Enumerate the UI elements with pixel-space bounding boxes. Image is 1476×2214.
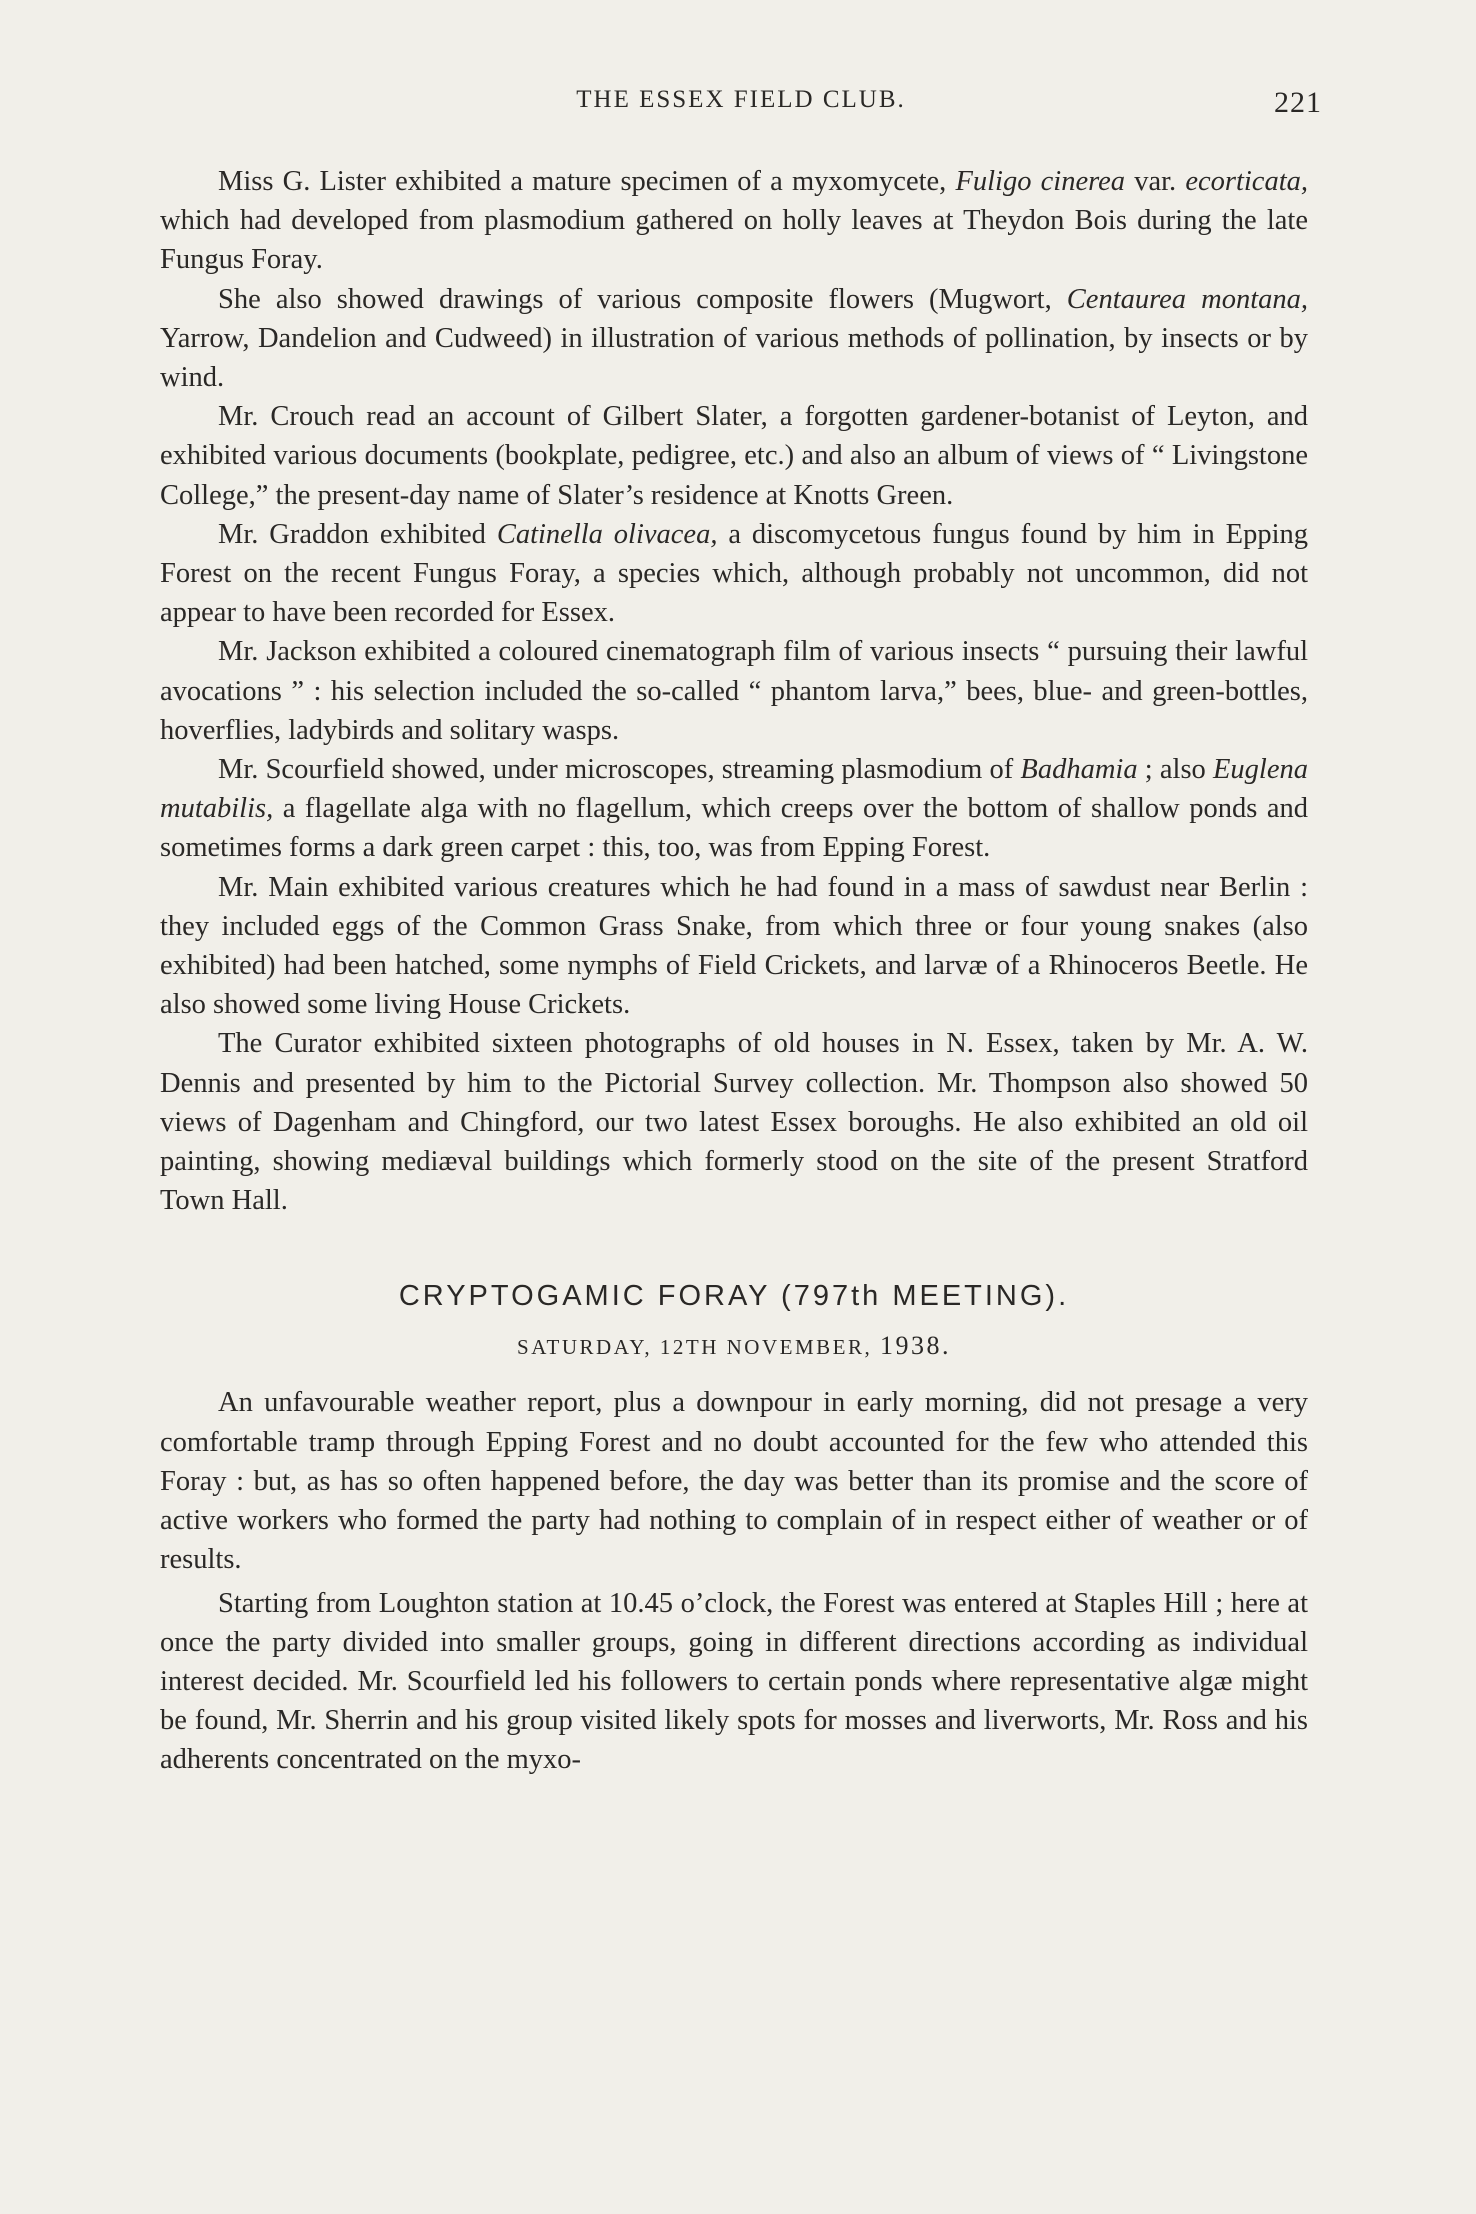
paragraph-text: a discomycetous fungus found by him in Epping Forest on the recent Fungus Foray, a species which, although probably not uncommon, did not appear to have been recorded for Essex. [160, 518, 1308, 629]
paragraph-text: Mr. Scourfield showed, under microscopes, streaming plasmodium of [218, 754, 1021, 786]
italic-term: Badhamia [1020, 754, 1138, 786]
paragraph [160, 280, 1308, 398]
foray-paragraphs [160, 1383, 1308, 1779]
paragraph [160, 397, 1308, 515]
paragraph-text: Mr. Graddon exhibited [218, 518, 497, 550]
paragraph-text: Mr. Main exhibited various creatures which he had found in a mass of sawdust near Berlin : they included eggs of the Common Grass Snake, from which three or four young snakes (also exhibited) had been hatched, some nymphs of Field Crickets, and larvæ of a Rhinoceros Beetle. He also showed some living House Crickets. [160, 871, 1308, 1021]
paragraph [160, 750, 1308, 868]
paragraph-text: Yarrow, Dandelion and Cudweed) in illustration of various methods of pollination, by insects or by wind. [160, 322, 1308, 394]
paragraph [160, 1024, 1308, 1220]
section-heading: CRYPTOGAMIC FORAY (797th MEETING). [398, 1280, 1070, 1313]
italic-term: ecorticata, [1185, 166, 1308, 197]
paragraph-text: Mr. Crouch read an account of Gilbert Slater, a forgotten gardener-botanist of Leyton, and exhibited various documents (bookplate, pedigree, etc.) and also an album of views of “ Livingstone College,” the present-day name of Slater’s residence at Knotts Green. [160, 401, 1308, 511]
italic-term: Euglena mutabilis, [160, 754, 1308, 825]
paragraph [160, 1584, 1308, 1780]
section-date [160, 1330, 1308, 1363]
paragraph [160, 632, 1308, 750]
paragraph [160, 162, 1308, 280]
paragraph-text: var. [1125, 166, 1186, 197]
paragraph-text: The Curator exhibited sixteen photographs of old houses in N. Essex, taken by Mr. A. W. Dennis and presented by him to the Pictorial Survey collection. Mr. Thompson also showed 50 views of Dagenham and Chingford, our two latest Essex boroughs. He also exhibited an old oil painting, showing mediæval buildings which formerly stood on the site of the present Stratford Town Hall. [160, 1028, 1308, 1217]
paragraph [160, 1383, 1308, 1579]
paragraph-text: Miss G. Lister exhibited a mature specimen of a myxomycete, [218, 166, 956, 197]
paragraph-text: Mr. Jackson exhibited a coloured cinematograph film of various insects “ pursuing their lawful avocations ” : his selection included the so-called “ phantom larva,” bees, blue- and green-bottles, hoverflies, ladybirds and solitary wasps. [160, 636, 1308, 746]
section-date-year: 1938. [879, 1331, 951, 1361]
body-text [160, 162, 1308, 1780]
italic-term: Catinella olivacea, [496, 518, 718, 550]
paragraph-text: ; also [1137, 754, 1214, 786]
paragraph-text: Starting from Loughton station at 10.45 o’clock, the Forest was entered at Staples Hill ; here at once the party divided into smaller groups, going in different directions according as individual interest decided. Mr. Scourfield led his followers to certain ponds where representative algæ might be found, Mr. Sherrin and his group visited likely spots for mosses and liverworts, Mr. Ross and his adherents concentrated on the myxo- [160, 1587, 1308, 1776]
paragraph [160, 515, 1308, 633]
paragraph-text: which had developed from plasmodium gathered on holly leaves at Theydon Bois during the late Fungus Foray. [160, 205, 1308, 276]
paragraph-text: a flagellate alga with no flagellum, which creeps over the bottom of shallow ponds and sometimes forms a dark green carpet : this, too, was from Epping Forest. [160, 793, 1308, 864]
italic-term: Fuligo cinerea [955, 166, 1126, 197]
paragraph-text: She also showed drawings of various composite flowers (Mugwort, [218, 283, 1067, 315]
minutes-paragraphs [160, 162, 1308, 1220]
section-date-text: SATURDAY, 12TH NOVEMBER, [517, 1335, 880, 1360]
running-head [160, 86, 1322, 126]
paragraph [160, 868, 1308, 1025]
page-number: 221 [1274, 86, 1322, 119]
running-title: THE ESSEX FIELD CLUB. [576, 86, 906, 113]
paragraph-text: An unfavourable weather report, plus a downpour in early morning, did not presage a very comfortable tramp through Epping Forest and no doubt accounted for the few who attended this Foray : but, as has so often happened before, the day was better than its promise and the score of active workers who formed the party had nothing to complain of in respect either of weather or of results. [160, 1387, 1308, 1576]
italic-term: Centaurea montana, [1066, 283, 1309, 315]
